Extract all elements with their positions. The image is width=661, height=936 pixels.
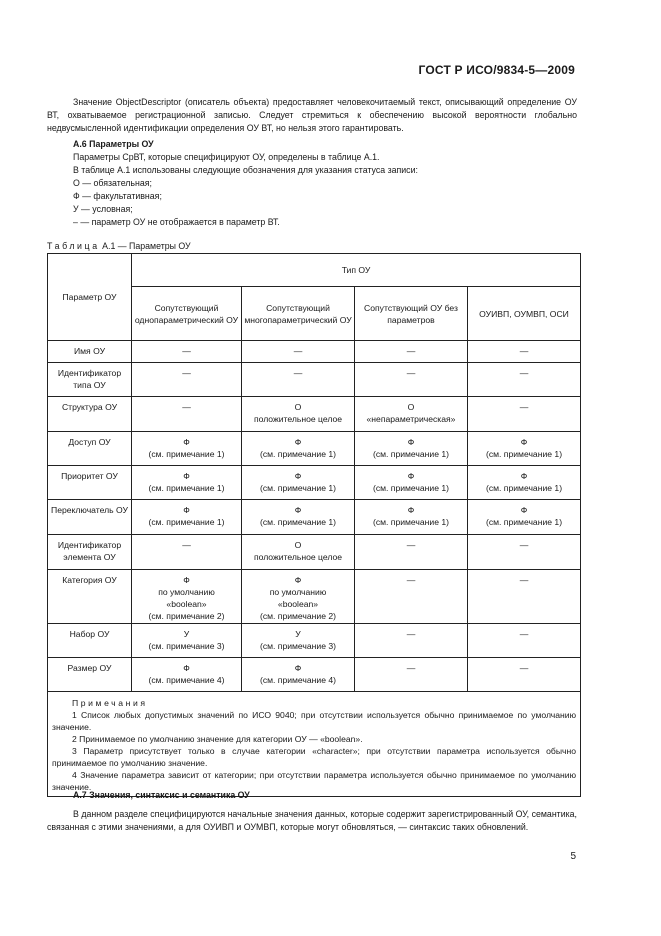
value-cell [468, 397, 581, 432]
cell-line: (см. примечание 1) [372, 483, 450, 493]
cell-line: (см. примечание 3) [148, 641, 225, 651]
legend-item: О — обязательная; [73, 178, 152, 188]
cell-line: Ф [520, 505, 528, 515]
value-cell [355, 658, 468, 692]
value-cell [355, 570, 468, 624]
value-cell [355, 363, 468, 397]
value-cell [242, 466, 355, 500]
value-cell [468, 658, 581, 692]
cell-line: — [406, 346, 416, 356]
cell-line: (см. примечание 1) [148, 517, 225, 527]
intro-paragraph: Значение ObjectDescriptor (описатель объекта) предоставляет человекочитаемый текст, описывающий определение ОУ ВТ, охватываемое регистрационной записью. Следует стремиться к обеспечению высокой вероятности глобально недвусмысленной идентификации определения ОУ ВТ, но нельзя этого гарантировать. [47, 97, 577, 133]
note-item: 3 Параметр присутствует только в случае категории «character»; при отсутствии параметра используется обычно принимаемое по умолчанию значение. [52, 746, 577, 768]
cell-line: (см. примечание 1) [485, 517, 563, 527]
legend-item: Ф — факультативная; [73, 191, 162, 201]
value-cell [468, 500, 581, 535]
cell-line: (см. примечание 2) [259, 611, 337, 621]
table-row [48, 658, 581, 692]
table-row [48, 432, 581, 466]
value-cell [242, 341, 355, 363]
value-cell [242, 535, 355, 570]
value-cell [132, 658, 242, 692]
value-cell [132, 570, 242, 624]
cell-line: (см. примечание 1) [372, 449, 450, 459]
value-cell [132, 432, 242, 466]
value-cell [242, 500, 355, 535]
value-cell [355, 341, 468, 363]
parameters-table [47, 253, 581, 797]
cell-line: положительное целое [253, 414, 343, 424]
param-name-cell: Доступ ОУ [48, 432, 132, 466]
cell-line: (см. примечание 1) [259, 483, 337, 493]
cell-line: по умолчанию [269, 587, 327, 597]
param-name-cell: Категория ОУ [48, 570, 132, 624]
cell-line: «непараметрическая» [366, 414, 456, 424]
cell-line: У [295, 629, 301, 639]
value-cell [468, 535, 581, 570]
page-number: 5 [570, 851, 576, 862]
legend-item: У — условная; [73, 204, 133, 214]
cell-line: О [294, 402, 302, 412]
section-a7-paragraph: В данном разделе специфицируются начальные значения данных, которые содержит зарегистрированный ОУ, семантика, связанная с этими значениями, а для ОУИВП и ОУМВП, которые могут обновляться, — синтаксис таких обновлений. [47, 809, 577, 832]
param-name-cell: Имя ОУ [48, 341, 132, 363]
table-row [48, 397, 581, 432]
table-row [48, 466, 581, 500]
value-cell [132, 363, 242, 397]
cell-line: (см. примечание 4) [148, 675, 225, 685]
table-row [48, 535, 581, 570]
document-id-header: ГОСТ Р ИСО/9834-5—2009 [418, 63, 575, 77]
intro-block [47, 96, 577, 135]
cell-line: Ф [183, 437, 190, 447]
cell-line: (см. примечание 1) [148, 483, 225, 493]
cell-line: Ф [520, 437, 528, 447]
cell-line: (см. примечание 1) [372, 517, 450, 527]
value-cell [355, 500, 468, 535]
section-a7 [47, 789, 577, 834]
cell-line: — [519, 346, 529, 356]
cell-line: (см. примечание 1) [485, 449, 563, 459]
param-name-cell: Набор ОУ [48, 624, 132, 658]
value-cell [242, 624, 355, 658]
header-group-cell: Тип ОУ [132, 254, 581, 287]
cell-line: (см. примечание 1) [148, 449, 225, 459]
value-cell [468, 363, 581, 397]
section-a6 [47, 138, 577, 229]
section-a7-title: А.7 Значения, синтаксис и семантика ОУ [73, 790, 250, 800]
cell-line: Ф [407, 505, 415, 515]
cell-line: Ф [294, 663, 302, 673]
cell-line: — [406, 540, 416, 550]
cell-line: — [182, 368, 191, 378]
col-head: ОУИВП, ОУМВП, ОСИ [468, 287, 581, 341]
value-cell [468, 432, 581, 466]
value-cell [132, 466, 242, 500]
header-param-cell: Параметр ОУ [48, 254, 132, 341]
section-a6-line1: Параметры СрВТ, которые специфицируют ОУ, определены в таблице А.1. [73, 152, 380, 162]
value-cell [355, 397, 468, 432]
legend-item: – — параметр ОУ не отображается в параметр ВТ. [73, 217, 280, 227]
param-name-cell: Идентификатор элемента ОУ [48, 535, 132, 570]
param-name-cell: Переключатель ОУ [48, 500, 132, 535]
cell-line: Ф [183, 663, 190, 673]
cell-line: (см. примечание 1) [485, 483, 563, 493]
cell-line: Ф [294, 471, 302, 481]
value-cell [132, 535, 242, 570]
table-row [48, 341, 581, 363]
value-cell [242, 570, 355, 624]
value-cell [355, 535, 468, 570]
cell-line: Ф [294, 575, 302, 585]
param-name-cell: Размер ОУ [48, 658, 132, 692]
cell-line: У [183, 629, 190, 639]
cell-line: — [519, 402, 529, 412]
table-row [48, 363, 581, 397]
cell-line: (см. примечание 1) [259, 449, 337, 459]
cell-line: «boolean» [277, 599, 319, 609]
cell-line: Ф [407, 471, 415, 481]
cell-line: — [519, 663, 529, 673]
cell-line: — [519, 540, 529, 550]
table-row [48, 624, 581, 658]
cell-line: Ф [520, 471, 528, 481]
value-cell [242, 397, 355, 432]
value-cell [132, 341, 242, 363]
value-cell [132, 624, 242, 658]
value-cell [242, 432, 355, 466]
cell-line: — [406, 368, 416, 378]
notes-title: Примечания [72, 698, 148, 708]
table-row [48, 570, 581, 624]
cell-line: по умолчанию [158, 587, 215, 597]
value-cell [468, 570, 581, 624]
cell-line: — [519, 629, 529, 639]
value-cell [355, 624, 468, 658]
cell-line: Ф [294, 505, 302, 515]
cell-line: — [182, 540, 191, 550]
cell-line: — [182, 402, 191, 412]
cell-line: — [406, 575, 416, 585]
cell-line: (см. примечание 4) [259, 675, 337, 685]
value-cell [242, 658, 355, 692]
cell-line: (см. примечание 2) [148, 611, 225, 621]
value-cell [468, 341, 581, 363]
cell-line: — [519, 368, 529, 378]
notes-cell [48, 692, 581, 797]
param-name-cell: Приоритет ОУ [48, 466, 132, 500]
note-item: 2 Принимаемое по умолчанию значение для категории ОУ — «boolean». [72, 734, 363, 744]
param-name-cell: Структура ОУ [48, 397, 132, 432]
value-cell [132, 500, 242, 535]
value-cell [468, 624, 581, 658]
param-name-cell: Идентификатор типа ОУ [48, 363, 132, 397]
cell-line: Ф [183, 575, 190, 585]
col-head: Сопутствующий однопараметрический ОУ [132, 287, 242, 341]
notes-row [48, 692, 581, 797]
cell-line: Ф [294, 437, 302, 447]
cell-line: «boolean» [166, 599, 207, 609]
value-cell [355, 432, 468, 466]
cell-line: О [407, 402, 415, 412]
cell-line: — [293, 368, 303, 378]
cell-line: Ф [407, 437, 415, 447]
cell-line: — [293, 346, 303, 356]
value-cell [468, 466, 581, 500]
cell-line: О [294, 540, 302, 550]
cell-line: — [406, 629, 416, 639]
note-item: 1 Список любых допустимых значений по ИСО 9040; при отсутствии используется обычно принимаемое по умолчанию значение. [52, 710, 577, 732]
cell-line: — [182, 346, 191, 356]
value-cell [355, 466, 468, 500]
section-a6-line2: В таблице А.1 использованы следующие обозначения для указания статуса записи: [73, 165, 418, 175]
cell-line: Ф [183, 471, 190, 481]
value-cell [242, 363, 355, 397]
cell-line: — [406, 663, 416, 673]
table-caption [47, 241, 191, 251]
col-head: Сопутствующий ОУ без параметров [355, 287, 468, 341]
table-caption-label: Таблица [47, 241, 100, 251]
value-cell [132, 397, 242, 432]
cell-line: (см. примечание 1) [259, 517, 337, 527]
section-a6-title: А.6 Параметры ОУ [73, 139, 154, 149]
cell-line: положительное целое [253, 552, 343, 562]
col-head: Сопутствующий многопараметрический ОУ [242, 287, 355, 341]
cell-line: (см. примечание 3) [259, 641, 337, 651]
table-row [48, 500, 581, 535]
cell-line: — [519, 575, 529, 585]
cell-line: Ф [183, 505, 190, 515]
note-item: 4 Значение параметра зависит от категории; при отсутствии параметра используется обычно принимаемое по умолчанию значение. [52, 770, 577, 792]
table-caption-title: А.1 — Параметры ОУ [102, 241, 191, 251]
